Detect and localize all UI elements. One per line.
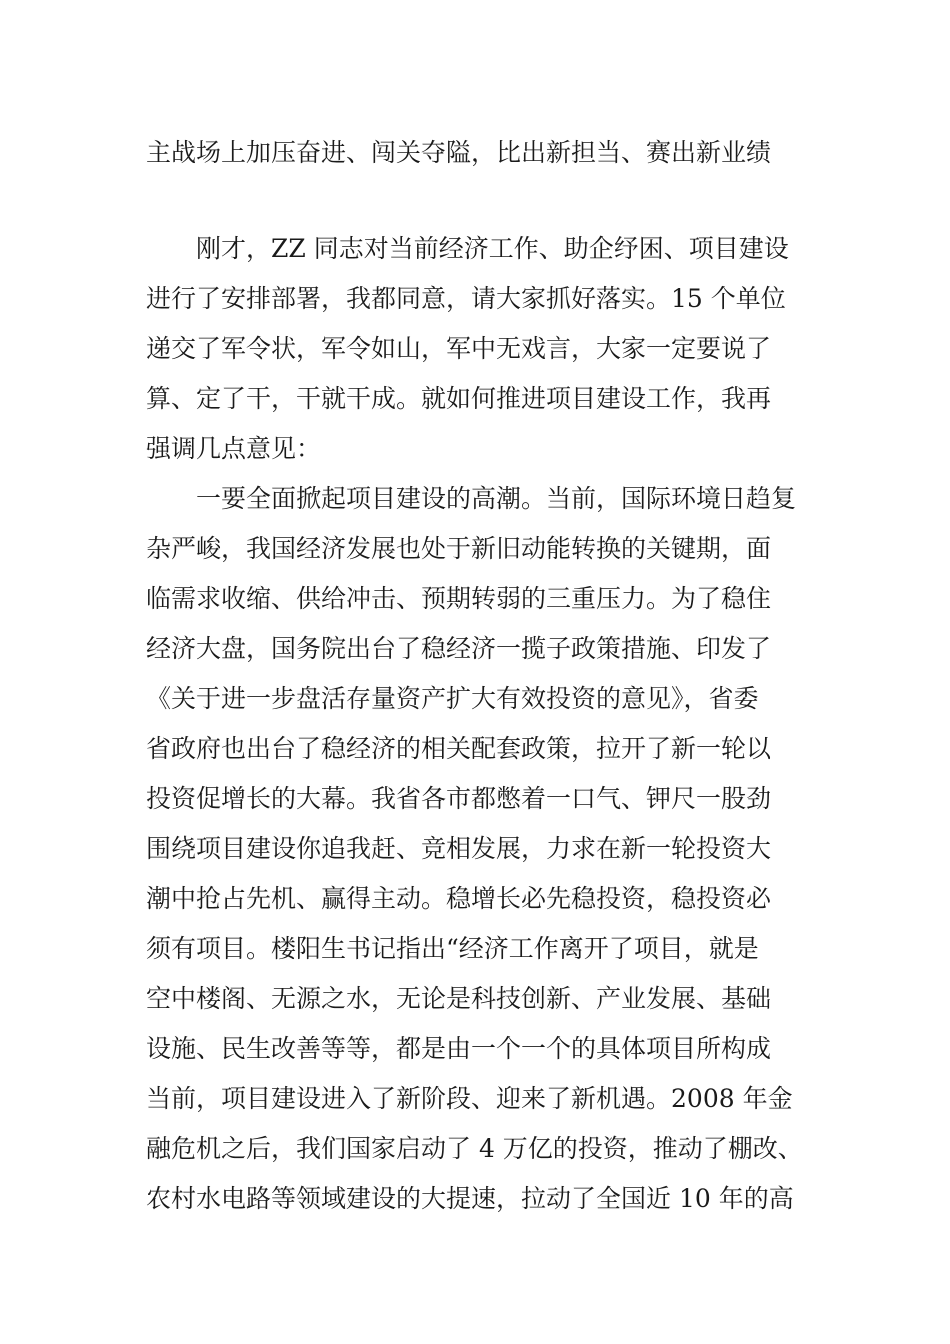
document-body <box>146 224 826 1224</box>
body-line: 杂严峻，我国经济发展也处于新旧动能转换的关键期，面 <box>146 534 772 563</box>
body-line: 农村水电路等领域建设的大提速，拉动了全国近 10 年的高 <box>146 1184 794 1213</box>
body-line: 潮中抢占先机、赢得主动。稳增长必先稳投资，稳投资必 <box>146 884 772 913</box>
document-title: 主战场上加压奋进、闯关夺隘，比出新担当、赛出新业绩 <box>146 138 772 167</box>
body-line: 设施、民生改善等等，都是由一个一个的具体项目所构成 <box>146 1034 772 1063</box>
body-line: 强调几点意见： <box>146 434 322 463</box>
body-line: 递交了军令状，军令如山，军中无戏言，大家一定要说了 <box>146 334 772 363</box>
body-line: 《关于进一步盘活存量资产扩大有效投资的意见》，省委 <box>146 684 759 713</box>
body-line: 须有项目。楼阳生书记指出“经济工作离开了项目，就是 <box>146 934 759 963</box>
body-line: 算、定了干，干就干成。就如何推进项目建设工作，我再 <box>146 384 772 413</box>
body-line: 融危机之后，我们国家启动了 4 万亿的投资，推动了棚改、 <box>146 1134 803 1163</box>
body-line: 临需求收缩、供给冲击、预期转弱的三重压力。为了稳住 <box>146 584 772 613</box>
body-line: 经济大盘，国务院出台了稳经济一揽子政策措施、印发了 <box>146 634 772 663</box>
body-line: 一要全面掀起项目建设的高潮。当前，国际环境日趋复 <box>146 484 797 513</box>
body-line: 进行了安排部署，我都同意，请大家抓好落实。15 个单位 <box>146 284 786 313</box>
body-line: 空中楼阁、无源之水，无论是科技创新、产业发展、基础 <box>146 984 772 1013</box>
body-line: 省政府也出台了稳经济的相关配套政策，拉开了新一轮以 <box>146 734 772 763</box>
body-line: 刚才，ZZ 同志对当前经济工作、助企纾困、项目建设 <box>146 234 789 263</box>
body-line: 围绕项目建设你追我赶、竞相发展，力求在新一轮投资大 <box>146 834 772 863</box>
body-line: 当前，项目建设进入了新阶段、迎来了新机遇。2008 年金 <box>146 1084 793 1113</box>
body-line: 投资促增长的大幕。我省各市都憋着一口气、钾尺一股劲 <box>146 784 772 813</box>
